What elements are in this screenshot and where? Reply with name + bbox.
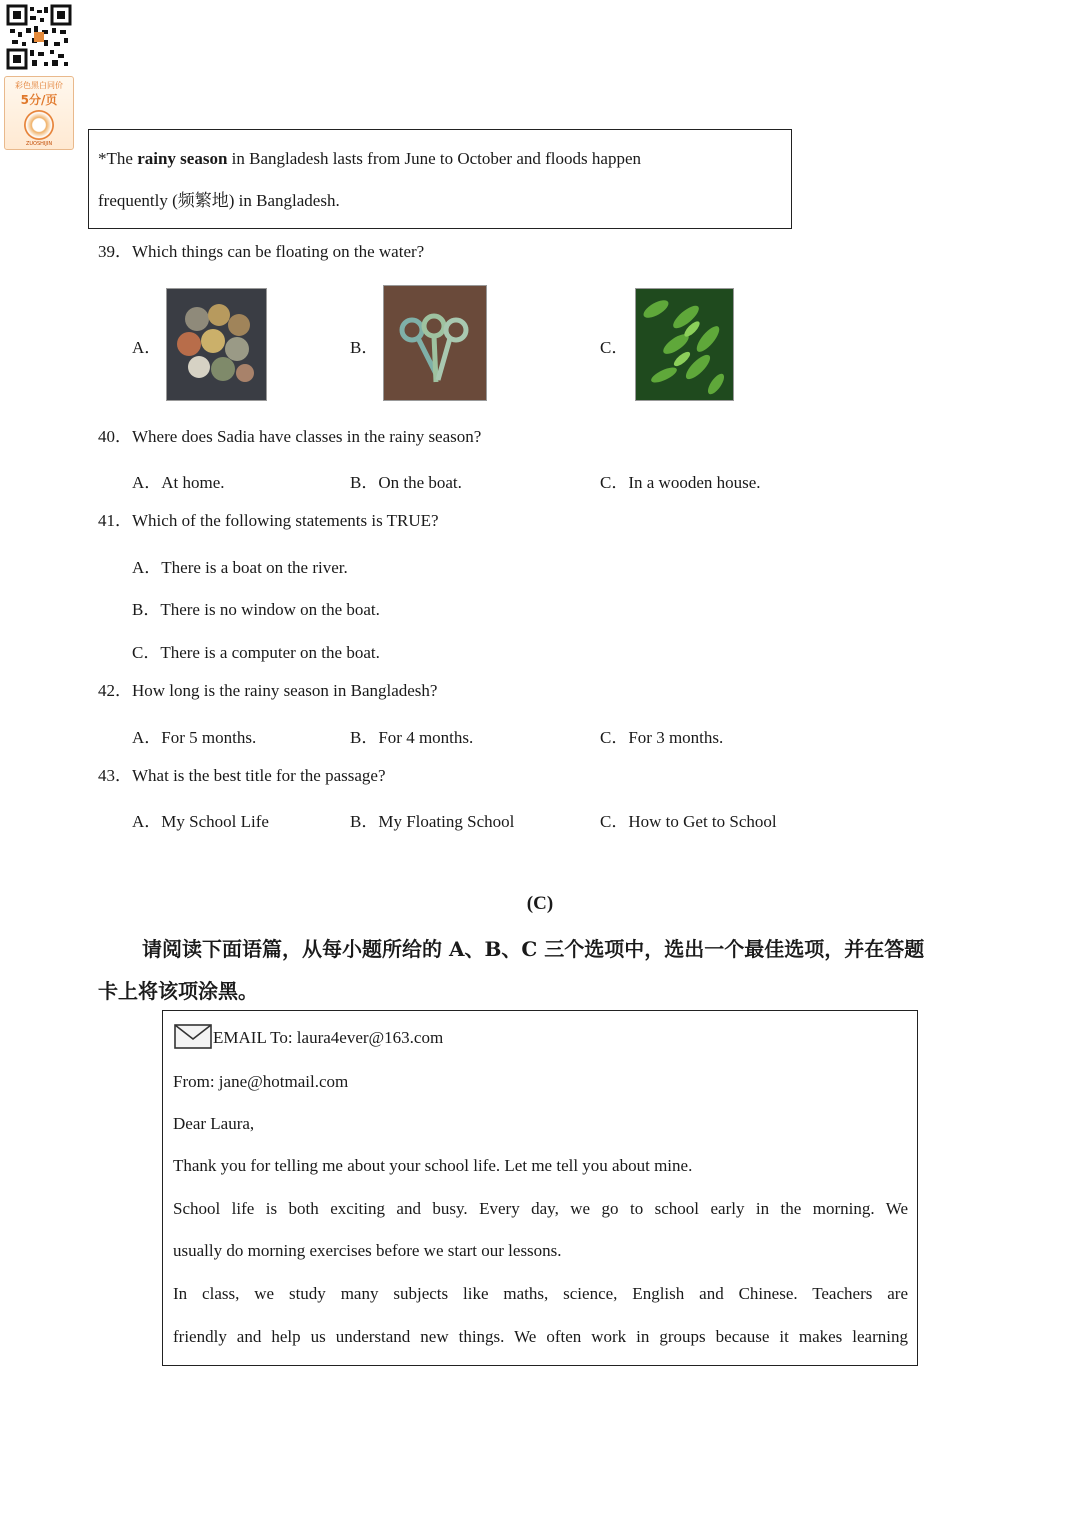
email-paragraph-3-line2: friendly and help us understand new things. We often work in groups because it makes learning [173, 1327, 908, 1346]
email-to: EMAIL To: laura4ever@163.com [213, 1028, 444, 1047]
keys-photo-icon [383, 285, 487, 401]
q42-option-c[interactable]: C．For 3 months. [600, 728, 724, 747]
qr-code-icon [6, 4, 72, 70]
badge-line3: ZUOSHIJIN [25, 141, 53, 147]
q42-option-b[interactable]: B．For 4 months. [350, 728, 474, 747]
q39-option-b-label[interactable]: B． [350, 338, 379, 357]
note-box [88, 129, 792, 229]
q42-question: 42．How long is the rainy season in Bangladesh? [98, 681, 438, 700]
envelope-icon [174, 1024, 212, 1049]
badge-price: 5分/页 [20, 93, 58, 107]
q40-question: 40．Where does Sadia have classes in the rainy season? [98, 427, 482, 446]
badge-line1: 彩色黑白同价 [15, 81, 63, 90]
section-instruction-line2: 卡上将该项涂黑。 [98, 979, 258, 1003]
q39-option-a-label[interactable]: A． [132, 338, 162, 357]
q40-option-c[interactable]: C．In a wooden house. [600, 473, 761, 492]
q42-option-a[interactable]: A．For 5 months. [132, 728, 257, 747]
q43-option-a[interactable]: A．My School Life [132, 812, 269, 831]
email-greeting: Dear Laura, [173, 1114, 255, 1133]
email-paragraph-1: Thank you for telling me about your school life. Let me tell you about mine. [173, 1156, 693, 1175]
q39-question: 39．Which things can be floating on the water? [98, 242, 425, 261]
print-price-badge [4, 76, 74, 150]
q41-option-c[interactable]: C．There is a computer on the boat. [132, 643, 380, 662]
note-line2: frequently (频繁地) in Bangladesh. [98, 191, 340, 210]
section-instruction-line1: 请阅读下面语篇，从每小题所给的 A、B、C 三个选项中，选出一个最佳选项，并在答题 [142, 937, 925, 961]
q40-option-a[interactable]: A．At home. [132, 473, 225, 492]
note-line1 [98, 148, 641, 170]
q39-option-c-label[interactable]: C． [600, 338, 629, 357]
q40-option-b[interactable]: B．On the boat. [350, 473, 462, 492]
email-paragraph-2-line1: School life is both exciting and busy. Every day, we go to school early in the morning. We [173, 1199, 908, 1218]
q41-option-a[interactable]: A．There is a boat on the river. [132, 558, 348, 577]
note-rest: in Bangladesh lasts from June to October and floods happen [227, 149, 641, 168]
q43-option-b[interactable]: B．My Floating School [350, 812, 515, 831]
q41-question: 41．Which of the following statements is TRUE? [98, 511, 439, 530]
note-bold-term: rainy season [137, 149, 228, 168]
email-paragraph-2-line2: usually do morning exercises before we start our lessons. [173, 1241, 562, 1260]
q41-option-b[interactable]: B．There is no window on the boat. [132, 600, 380, 619]
coins-photo-icon [166, 288, 267, 401]
email-box [162, 1010, 918, 1366]
email-from: From: jane@hotmail.com [173, 1072, 349, 1091]
note-star: *The [98, 149, 138, 168]
badge-logo-icon [24, 110, 54, 140]
q43-option-c[interactable]: C．How to Get to School [600, 812, 777, 831]
email-paragraph-3-line1: In class, we study many subjects like maths, science, English and Chinese. Teachers are [173, 1284, 908, 1303]
leaves-photo-icon [635, 288, 734, 401]
section-title: (C) [526, 893, 554, 914]
q43-question: 43．What is the best title for the passage? [98, 766, 386, 785]
